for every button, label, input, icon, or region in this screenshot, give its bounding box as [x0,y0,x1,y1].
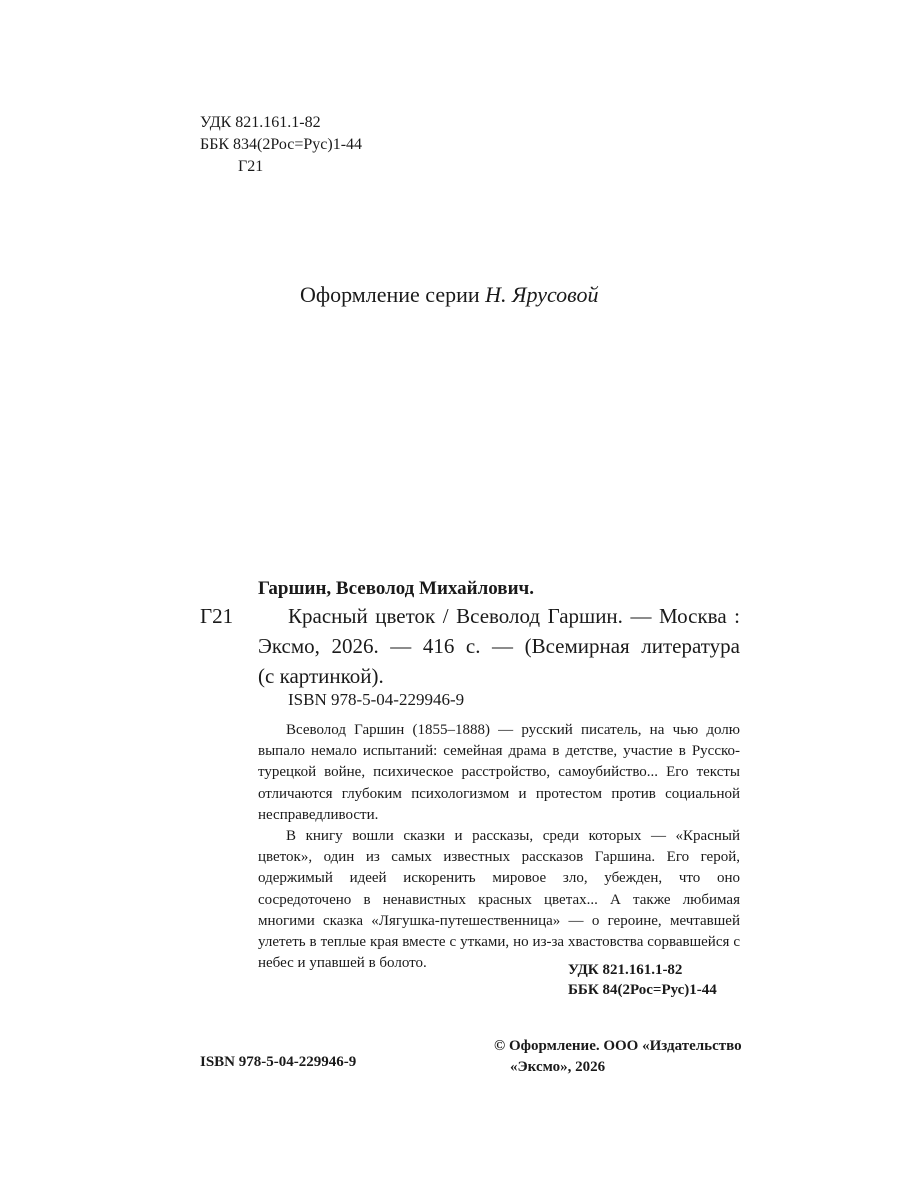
designer-name: Н. Ярусовой [485,282,599,307]
copyright-line: «Эксмо», 2026 [510,1059,606,1075]
udk-code-top: УДК 821.161.1-82 [200,114,321,131]
bibliographic-description [258,601,740,691]
author-mark-top: Г21 [238,158,264,175]
isbn-footer: ISBN 978-5-04-229946-9 [200,1054,357,1070]
biblio-line: Красный цветок / Всеволод Гаршин. — Москва : [288,604,740,628]
biblio-line: (с картинкой). [258,664,384,688]
bbk-code-bottom: ББК 84(2Рос=Рус)1-44 [568,982,717,998]
isbn-entry: ISBN 978-5-04-229946-9 [288,690,465,709]
annotation-paragraph: Всеволод Гаршин (1855–1888) — русский писатель, на чью долю выпало немало испытаний: семейная драма в детстве, участие в Русско-турецкой войне, психическое расстройство, самоубийство... Его тексты отличаются глубоким психологизмом и протестом против социальной несправедливости. [258,722,740,823]
author-mark: Г21 [200,604,234,628]
biblio-line: Эксмо, 2026. — 416 с. — (Всемирная литература [258,634,740,658]
annotation-paragraph: В книгу вошли сказки и рассказы, среди которых — «Красный цветок», один из самых известных рассказов Гаршина. Его герой, одержимый идеей искоренить мировое зло, убежден, что оно сосредоточено в ненавистных красных цветах... А также любимая многими сказка «Лягушка-путешественница» — о героине, мечтавшей улететь в теплые края вместе с утками, но из-за хвастовства сорвавшейся с небес и упавшей в болото. [258,828,740,972]
series-design-credit [300,280,598,310]
design-credit-prefix: Оформление серии [300,282,480,307]
udk-code-bottom: УДК 821.161.1-82 [568,962,683,978]
copyright-line: © Оформление. ООО «Издательство [494,1038,742,1054]
author-heading: Гаршин, Всеволод Михайлович. [258,578,534,599]
bbk-code-top: ББК 834(2Рос=Рус)1-44 [200,136,363,153]
